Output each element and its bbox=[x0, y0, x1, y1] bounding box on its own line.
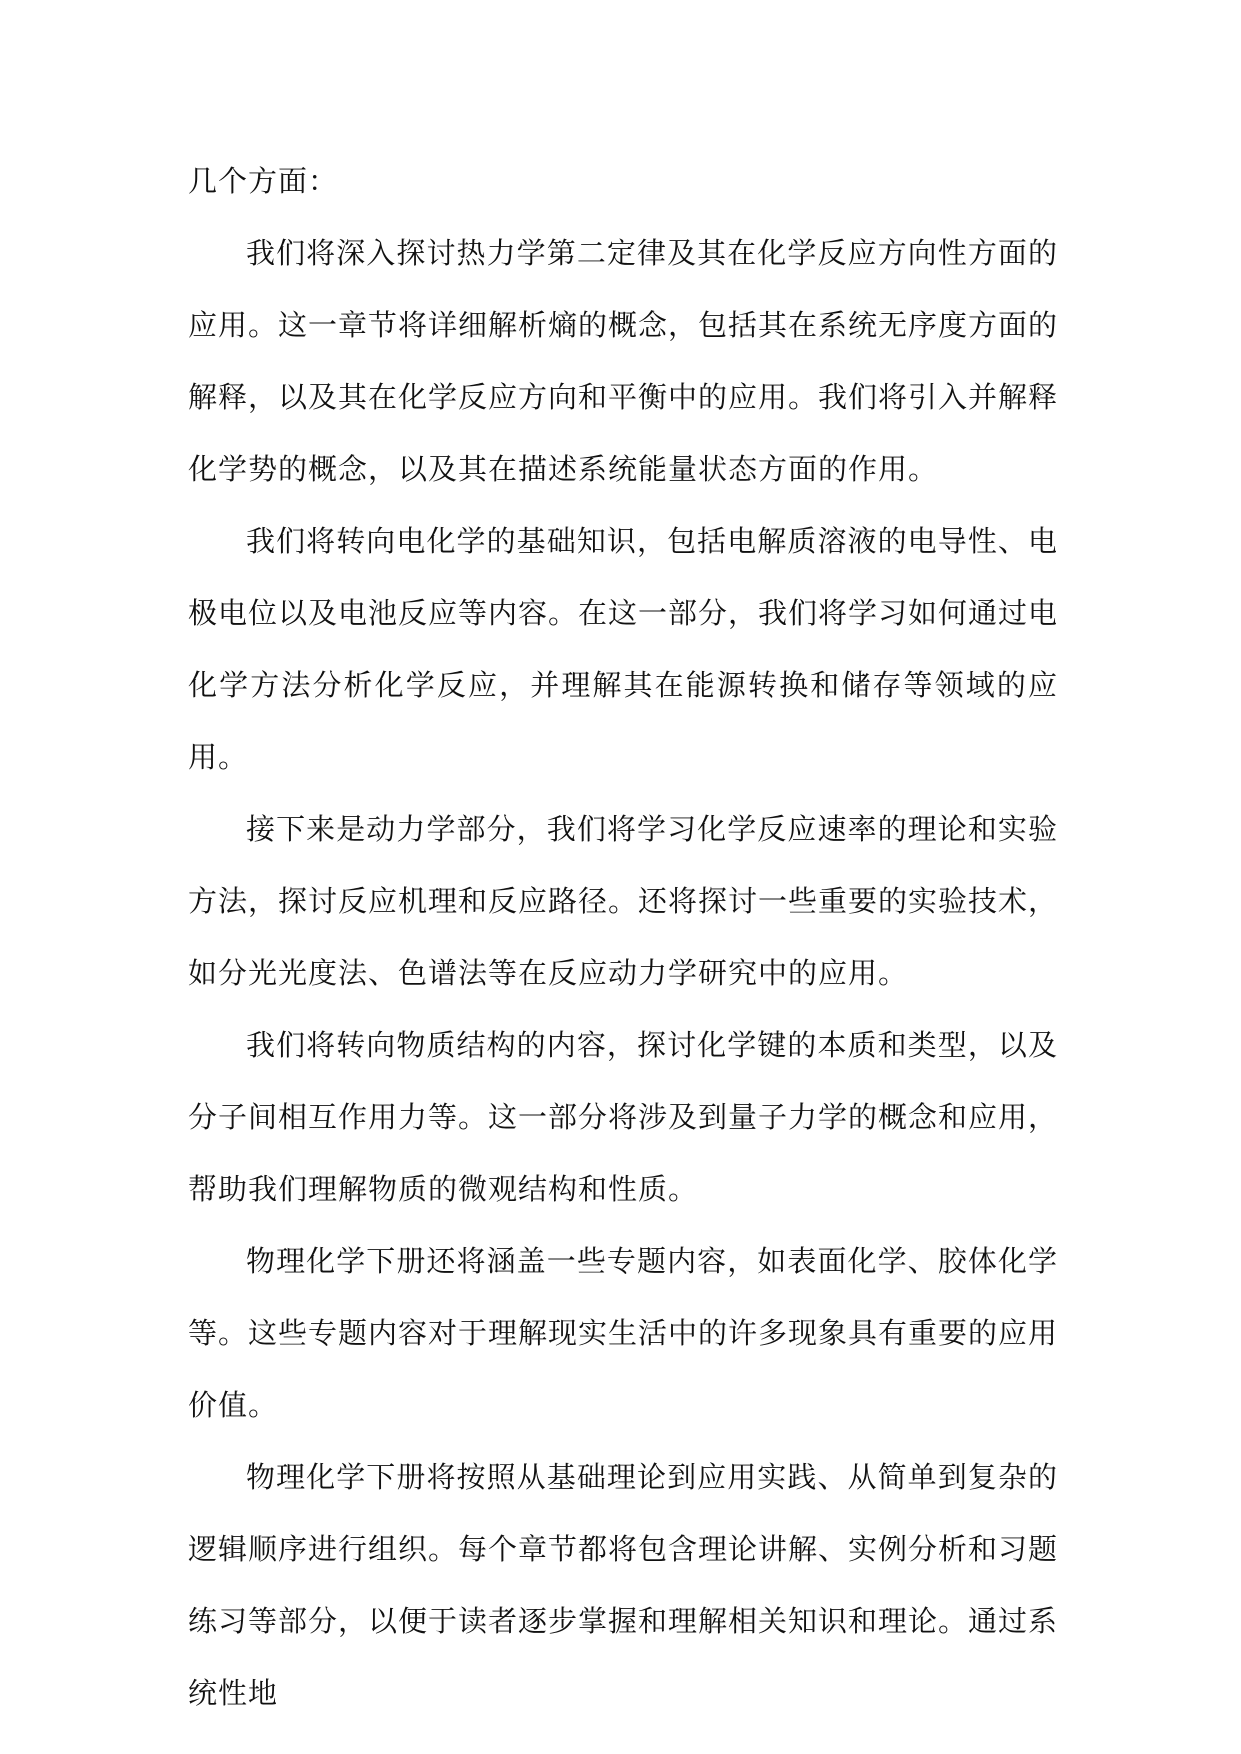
paragraph-electrochemistry: 我们将转向电化学的基础知识，包括电解质溶液的电导性、电极电位以及电池反应等内容。在这一部分，我们将学习如何通过电化学方法分析化学反应，并理解其在能源转换和储存等领域的应用。 bbox=[188, 524, 1059, 774]
paragraph-kinetics: 接下来是动力学部分，我们将学习化学反应速率的理论和实验方法，探讨反应机理和反应路径。还将探讨一些重要的实验技术，如分光光度法、色谱法等在反应动力学研究中的应用。 bbox=[188, 812, 1059, 990]
document-body bbox=[188, 145, 1058, 1729]
paragraph-continuation: 几个方面： bbox=[188, 164, 339, 198]
paragraph-special-topics: 物理化学下册还将涵盖一些专题内容，如表面化学、胶体化学等。这些专题内容对于理解现实生活中的许多现象具有重要的应用价值。 bbox=[188, 1244, 1059, 1422]
paragraph-structure: 我们将转向物质结构的内容，探讨化学键的本质和类型，以及分子间相互作用力等。这一部分将涉及到量子力学的概念和应用，帮助我们理解物质的微观结构和性质。 bbox=[188, 1028, 1059, 1206]
paragraph-organization: 物理化学下册将按照从基础理论到应用实践、从简单到复杂的逻辑顺序进行组织。每个章节都将包含理论讲解、实例分析和习题练习等部分，以便于读者逐步掌握和理解相关知识和理论。通过系统性地 bbox=[188, 1460, 1059, 1710]
paragraph-thermodynamics: 我们将深入探讨热力学第二定律及其在化学反应方向性方面的应用。这一章节将详细解析熵的概念，包括其在系统无序度方面的解释，以及其在化学反应方向和平衡中的应用。我们将引入并解释化学势的概念，以及其在描述系统能量状态方面的作用。 bbox=[188, 236, 1059, 486]
